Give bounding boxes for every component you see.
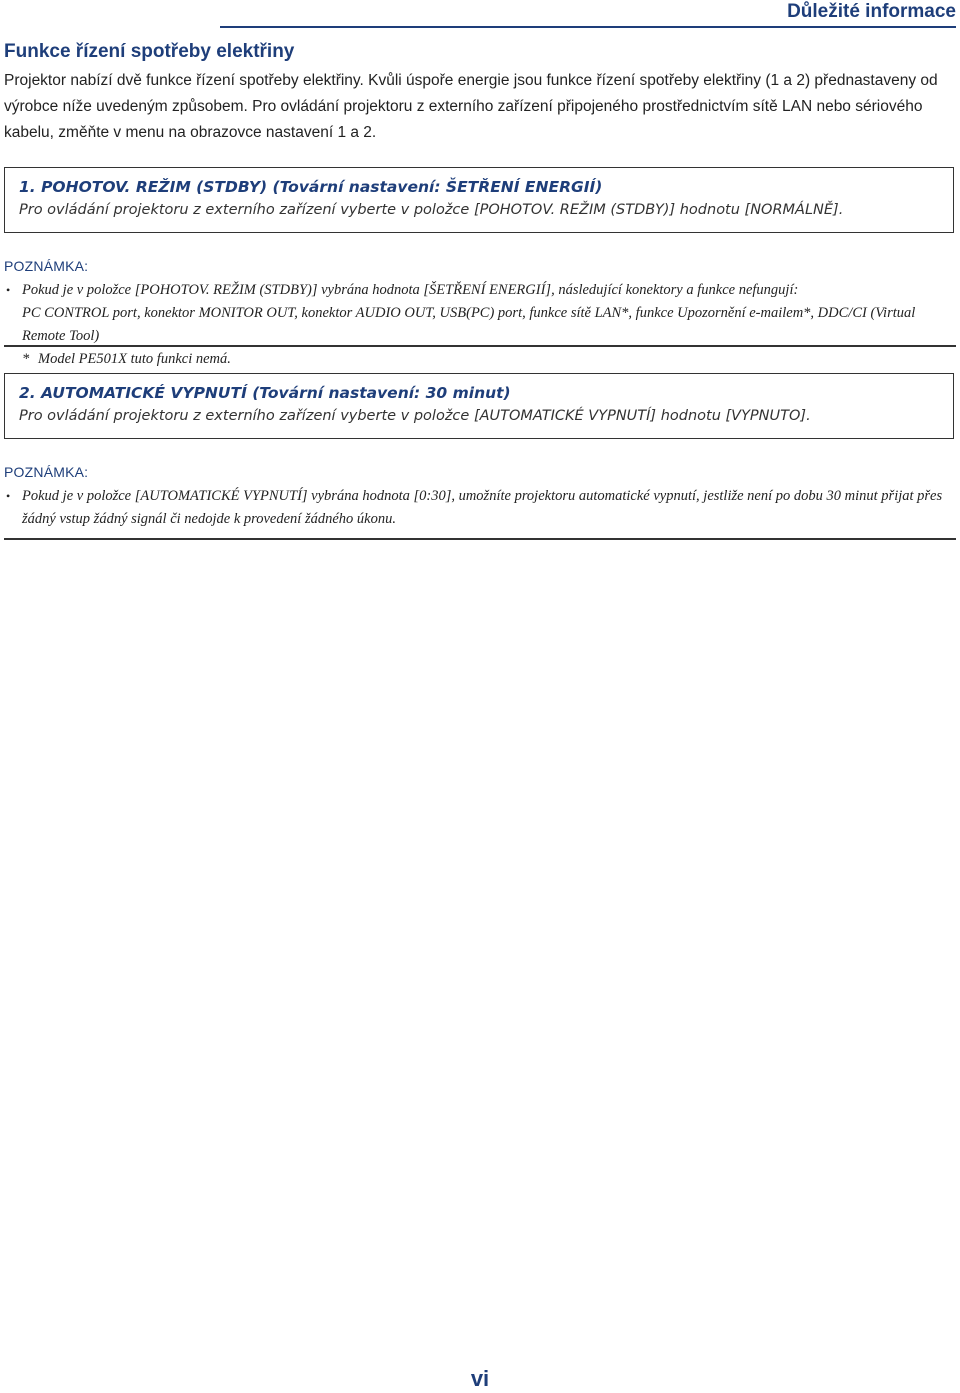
asterisk-mark: *: [22, 351, 30, 367]
note-divider: [4, 538, 956, 540]
note-bullet-row: [4, 279, 956, 302]
item-title-standby: 1. POHOTOV. REŽIM (STDBY) (Tovární nastavení: ŠETŘENÍ ENERGIÍ): [19, 178, 603, 196]
item-box-auto-off: [4, 373, 954, 439]
note-detail-row: [4, 302, 956, 348]
running-header: Důležité informace: [787, 1, 956, 22]
note-auto-off: [4, 485, 956, 531]
item-body-auto-off: Pro ovládání projektoru z externího zařízení vyberte v položce [AUTOMATICKÉ VYPNUTÍ] hodnotu [VYPNUTO].: [19, 408, 811, 424]
bullet-icon: •: [6, 283, 11, 297]
note-label-standby: POZNÁMKA:: [4, 258, 89, 274]
bullet-icon: •: [6, 489, 11, 503]
section-title: Funkce řízení spotřeby elektřiny: [4, 41, 295, 62]
item-box-standby: [4, 167, 954, 233]
note-star-row: [4, 348, 956, 371]
note-bullet-text: Pokud je v položce [AUTOMATICKÉ VYPNUTÍ] vybrána hodnota [0:30], umožníte projektoru automatické vypnutí, jestliže není po dobu 30 minut přijat přes žádný vstup žádný signál či nedojde k provedení žádného úkonu.: [22, 488, 943, 527]
page-number: vi: [470, 1366, 490, 1391]
section-intro: Projektor nabízí dvě funkce řízení spotřeby elektřiny. Kvůli úspoře energie jsou funkce řízení spotřeby elektřiny (1 a 2) přednastaveny od výrobce níže uvedeným způsobem. Pro ovládání projektoru z externího zařízení připojeného prostřednictvím sítě LAN nebo sériového kabelu, změňte v menu na obrazovce nastavení 1 a 2.: [4, 72, 938, 141]
note-star-text: Model PE501X tuto funkci nemá.: [38, 351, 231, 367]
note-standby: [4, 279, 956, 371]
item-body-standby: Pro ovládání projektoru z externího zařízení vyberte v položce [POHOTOV. REŽIM (STDBY)] hodnotu [NORMÁLNĚ].: [19, 202, 844, 218]
item-title-auto-off: 2. AUTOMATICKÉ VYPNUTÍ (Tovární nastavení: 30 minut): [19, 384, 511, 402]
note-bullet-text: Pokud je v položce [POHOTOV. REŽIM (STDBY)] vybrána hodnota [ŠETŘENÍ ENERGIÍ], následující konektory a funkce nefungují:: [22, 282, 799, 298]
header-rule: [220, 26, 956, 28]
note-divider: [4, 345, 956, 347]
note-detail-text: PC CONTROL port, konektor MONITOR OUT, konektor AUDIO OUT, USB(PC) port, funkce sítě LAN*, funkce Upozornění e-mailem*, DDC/CI (Virtual Remote Tool): [22, 305, 916, 344]
note-bullet-row: [4, 485, 956, 531]
note-label-auto-off: POZNÁMKA:: [4, 464, 89, 480]
